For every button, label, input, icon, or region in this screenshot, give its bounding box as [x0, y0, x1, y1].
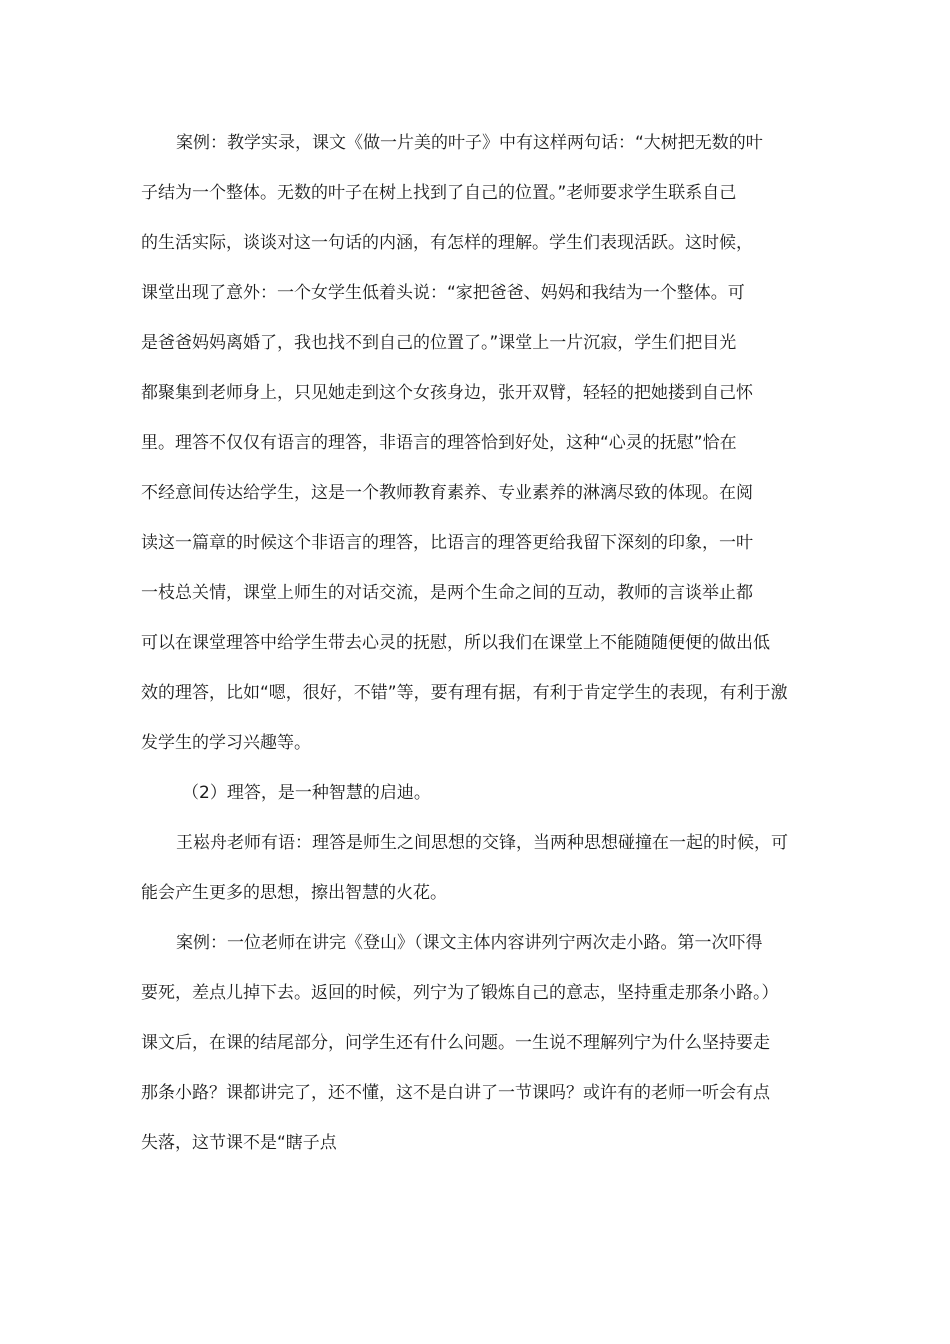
paragraph-case-1-line-13: 发学生的学习兴趣等。 [141, 733, 311, 753]
paragraph-quote-line-2: 能会产生更多的思想，擦出智慧的火花。 [141, 883, 447, 903]
paragraph-case-1-line-7: 里。理答不仅仅有语言的理答，非语言的理答恰到好处，这种“心灵的抚慰”恰在 [141, 433, 737, 453]
paragraph-case-1-line-2: 子结为一个整体。无数的叶子在树上找到了自己的位置。”老师要求学生联系自己 [141, 183, 737, 203]
paragraph-case-2-line-4: 那条小路？课都讲完了，还不懂，这不是白讲了一节课吗？或许有的老师一听会有点 [141, 1083, 770, 1103]
paragraph-quote-line-1: 王崧舟老师有语：理答是师生之间思想的交锋，当两种思想碰撞在一起的时候，可 [176, 833, 788, 853]
paragraph-case-2-line-3: 课文后，在课的结尾部分，问学生还有什么问题。一生说不理解列宁为什么坚持要走 [141, 1033, 770, 1053]
paragraph-case-1-line-6: 都聚集到老师身上，只见她走到这个女孩身边，张开双臂，轻轻的把她搂到自己怀 [141, 383, 753, 403]
paragraph-case-1-line-12: 效的理答，比如“嗯，很好，不错”等，要有理有据，有利于肯定学生的表现，有利于激 [141, 683, 788, 703]
paragraph-case-1-line-8: 不经意间传达给学生，这是一个教师教育素养、专业素养的淋漓尽致的体现。在阅 [141, 483, 753, 503]
paragraph-case-2-line-1: 案例：一位老师在讲完《登山》（课文主体内容讲列宁两次走小路。第一次吓得 [176, 933, 763, 953]
paragraph-case-1-line-5: 是爸爸妈妈离婚了，我也找不到自己的位置了。”课堂上一片沉寂，学生们把目光 [141, 333, 737, 353]
paragraph-case-1-line-9: 读这一篇章的时候这个非语言的理答，比语言的理答更给我留下深刻的印象，一叶 [141, 533, 753, 553]
section-heading-2: （2）理答，是一种智慧的启迪。 [182, 783, 431, 803]
paragraph-case-2-line-5: 失落，这节课不是“瞎子点 [141, 1133, 337, 1153]
paragraph-case-1-line-1: 案例：教学实录，课文《做一片美的叶子》中有这样两句话：“大树把无数的叶 [176, 133, 763, 153]
paragraph-case-2-line-2: 要死，差点儿掉下去。返回的时候，列宁为了锻炼自己的意志，坚持重走那条小路。） [141, 983, 779, 1003]
paragraph-case-1-line-3: 的生活实际，谈谈对这一句话的内涵，有怎样的理解。学生们表现活跃。这时候， [141, 233, 753, 253]
paragraph-case-1-line-10: 一枝总关情，课堂上师生的对话交流，是两个生命之间的互动，教师的言谈举止都 [141, 583, 753, 603]
paragraph-case-1-line-11: 可以在课堂理答中给学生带去心灵的抚慰，所以我们在课堂上不能随随便便的做出低 [141, 633, 770, 653]
paragraph-case-1-line-4: 课堂出现了意外：一个女学生低着头说：“家把爸爸、妈妈和我结为一个整体。可 [141, 283, 745, 303]
